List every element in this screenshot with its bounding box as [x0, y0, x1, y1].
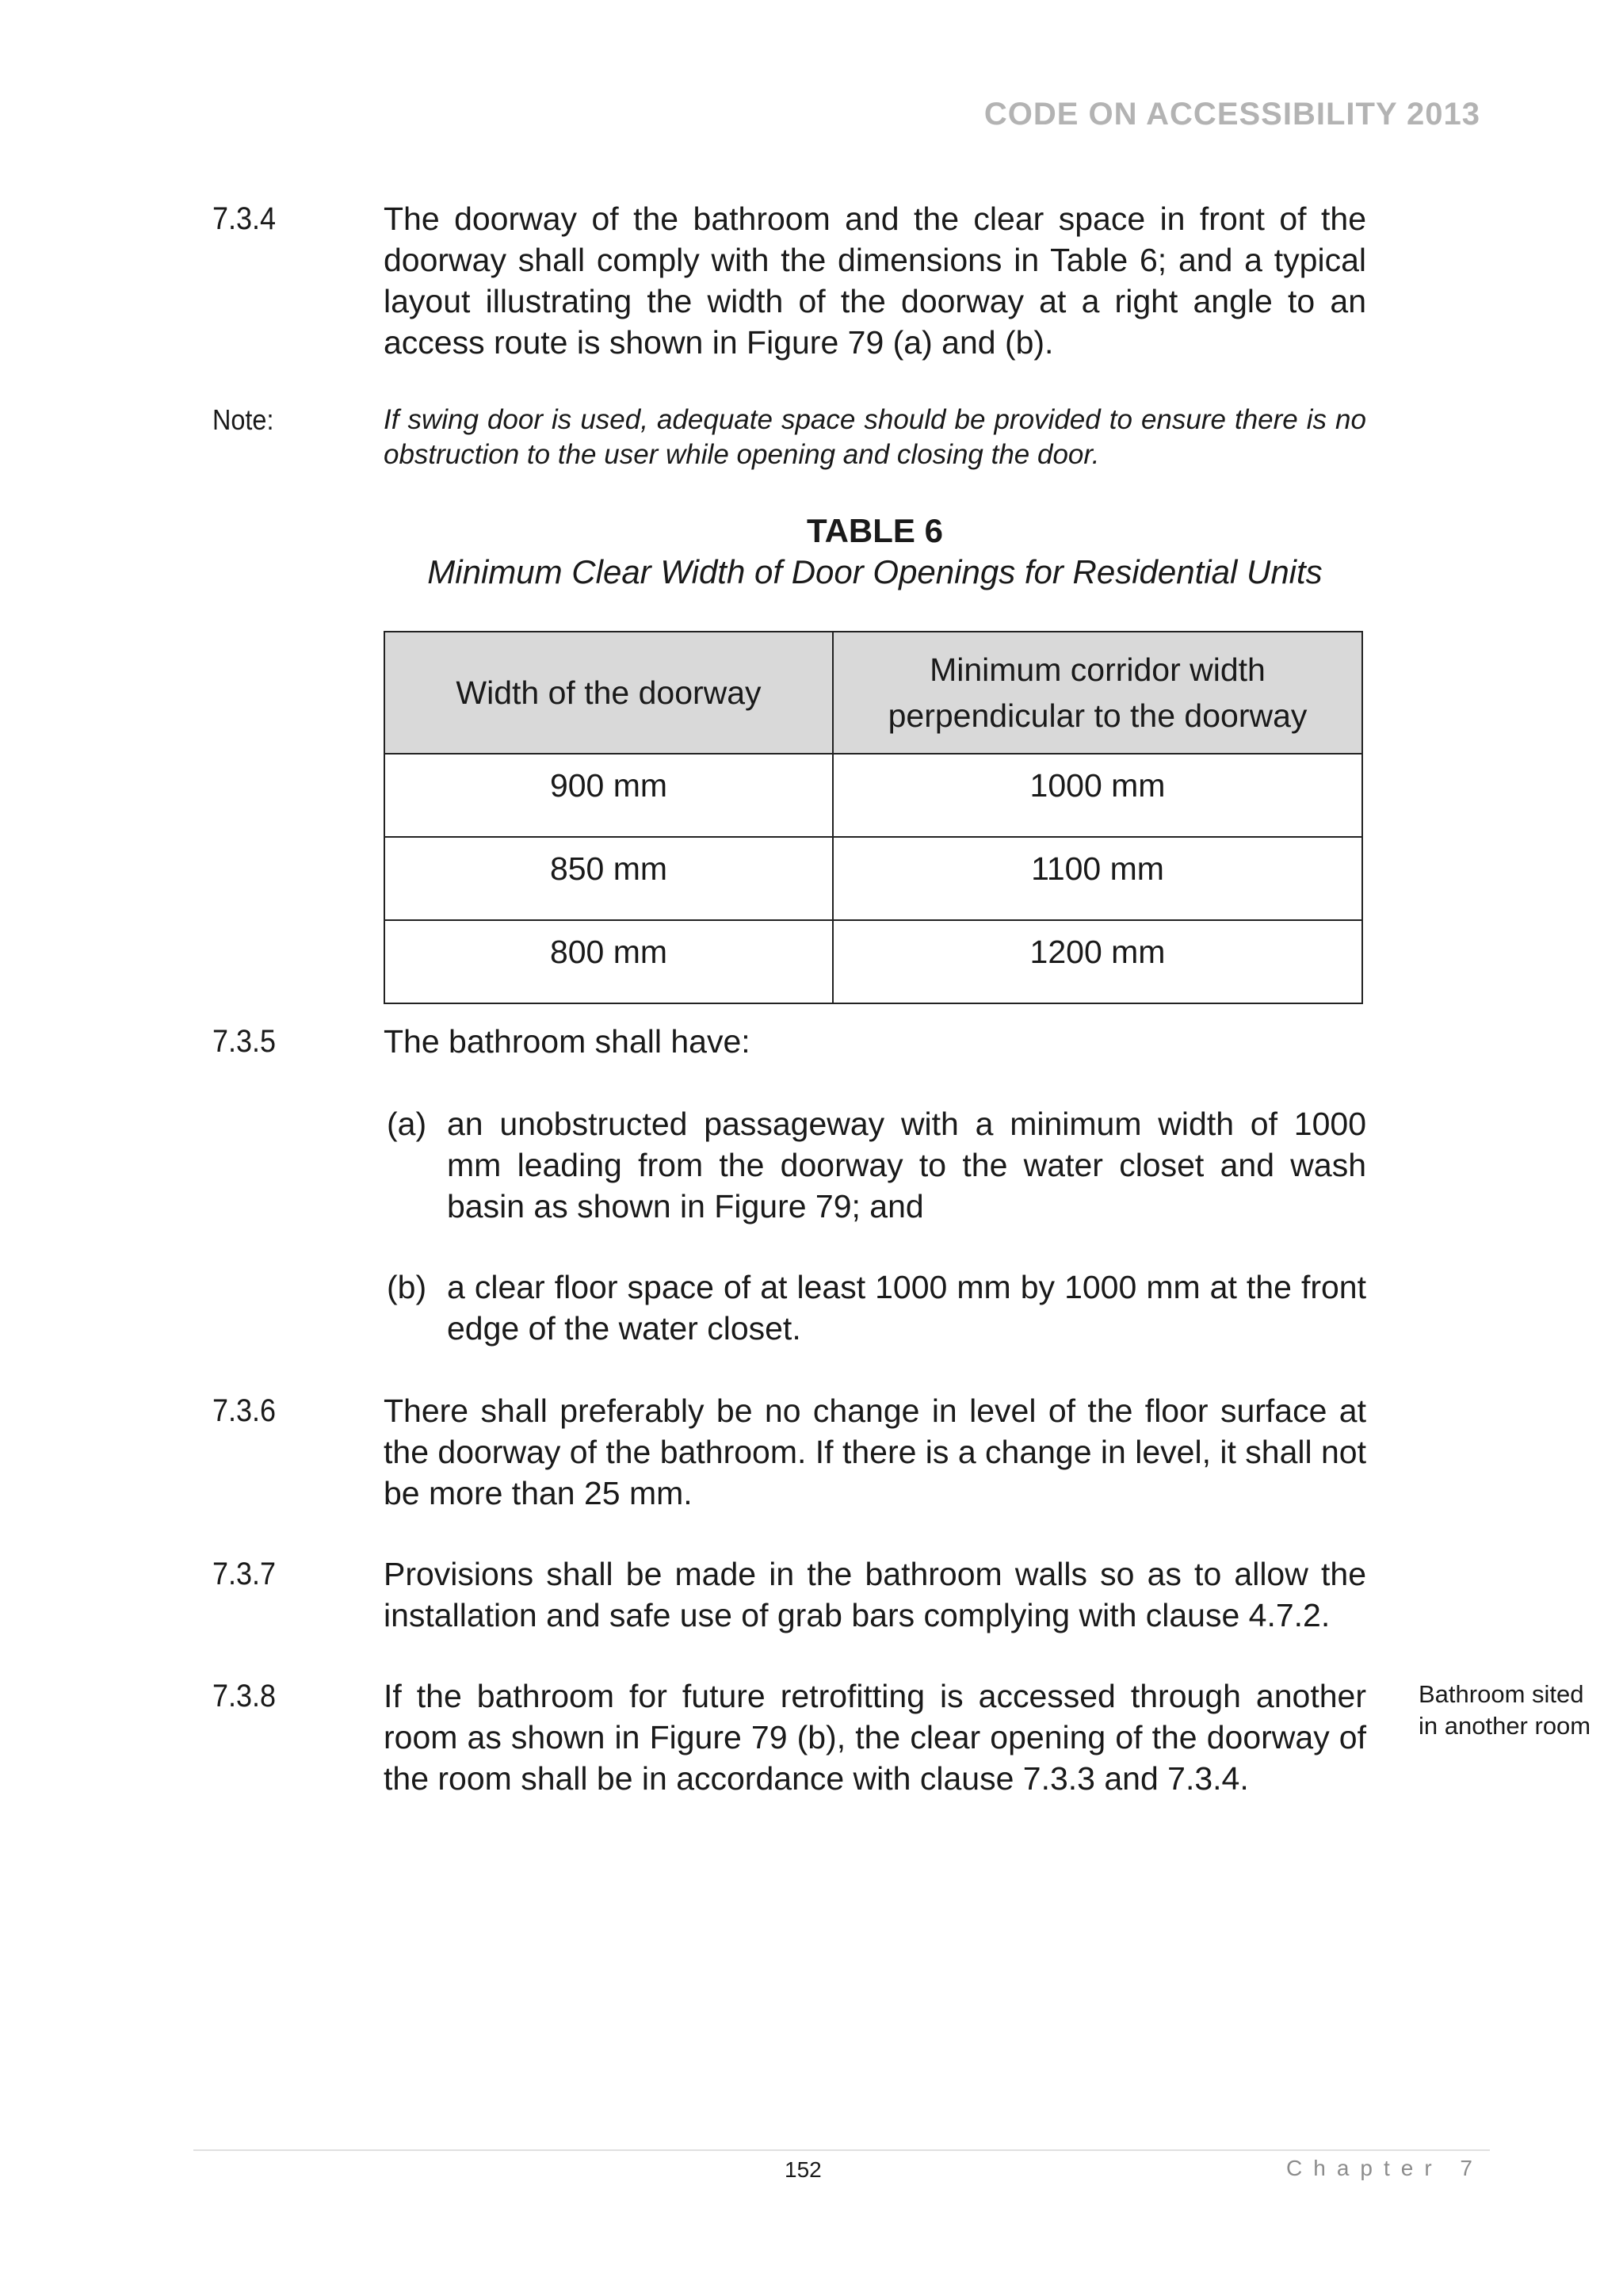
- clause-text: If the bathroom for future retrofitting is accessed through another room as shown in Figure 79 (b), the clear opening of the doorway of the room shall be in accordance with clause 7.3.3 and 7.3.4.: [384, 1678, 1366, 1797]
- chapter-label: Chapter 7: [1286, 2156, 1484, 2180]
- clause-number: 7.3.6: [212, 1393, 277, 1428]
- note-text: If swing door is used, adequate space should be provided to ensure there is no obstruction to the user while opening and closing the door.: [384, 404, 1366, 470]
- table-row: [384, 754, 1362, 837]
- table-row: [384, 920, 1362, 1003]
- document-header: CODE ON ACCESSIBILITY 2013: [983, 97, 1480, 132]
- table-cell: 1100 mm: [833, 837, 1362, 920]
- clause-number: 7.3.7: [212, 1557, 277, 1591]
- table-cell: 800 mm: [384, 920, 833, 1003]
- table-cell: 1200 mm: [833, 920, 1362, 1003]
- clause-text: The doorway of the bathroom and the clear space in front of the doorway shall comply with the dimensions in Table 6; and a typical layout illustrating the width of the doorway at a right angle to an access route is shown in Figure 79 (a) and (b).: [384, 201, 1366, 361]
- table-heading: [384, 510, 1366, 593]
- list-marker: (a): [387, 1106, 427, 1142]
- page-number: 152: [785, 2157, 822, 2182]
- table-title: TABLE 6: [807, 512, 943, 549]
- table-cell: 1000 mm: [833, 754, 1362, 837]
- table-cell: 850 mm: [384, 837, 833, 920]
- list-item-text: an unobstructed passageway with a minimum width of 1000 mm leading from the doorway to the water closet and wash basin as shown in Figure 79; and: [447, 1106, 1366, 1224]
- margin-note: Bathroom sited in another room: [1419, 1680, 1591, 1740]
- clause-text: Provisions shall be made in the bathroom walls so as to allow the installation and safe use of grab bars complying with clause 4.7.2.: [384, 1556, 1366, 1633]
- clause-text: There shall preferably be no change in level of the floor surface at the doorway of the bathroom. If there is a change in level, it shall not be more than 25 mm.: [384, 1392, 1366, 1511]
- door-width-table: [384, 631, 1363, 1004]
- table-cell: 900 mm: [384, 754, 833, 837]
- clause-number: 7.3.5: [212, 1024, 277, 1059]
- note-label: Note:: [212, 403, 274, 436]
- clause-number: 7.3.8: [212, 1679, 277, 1713]
- footer-divider: [193, 2149, 1490, 2151]
- table-header-row: [384, 632, 1362, 754]
- clause-text: The bathroom shall have:: [384, 1023, 750, 1060]
- table-row: [384, 837, 1362, 920]
- table-header-cell: Width of the doorway: [384, 632, 833, 754]
- list-marker: (b): [387, 1269, 427, 1305]
- clause-number: 7.3.4: [212, 201, 277, 236]
- list-item-text: a clear floor space of at least 1000 mm by 1000 mm at the front edge of the water closet.: [447, 1269, 1366, 1347]
- table-caption: Minimum Clear Width of Door Openings for Residential Units: [427, 553, 1323, 590]
- table-header-cell: Minimum corridor width perpendicular to the doorway: [833, 632, 1362, 754]
